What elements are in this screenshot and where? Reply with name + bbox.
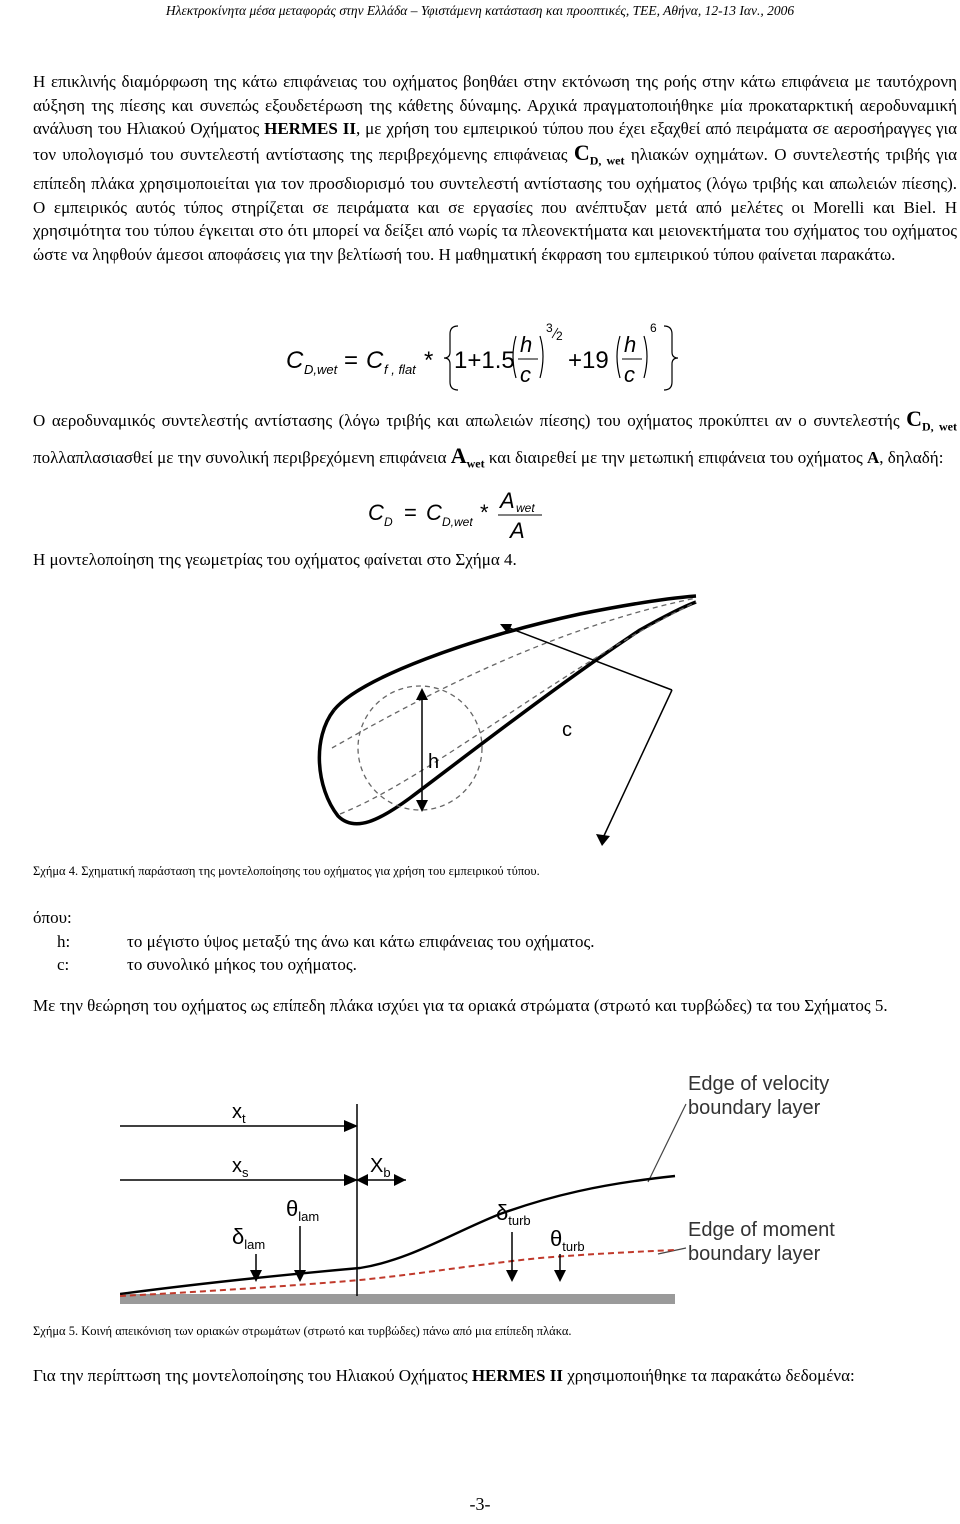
definition-key: h:: [57, 931, 71, 951]
eq1-exp1: 3: [546, 321, 553, 335]
eq1-cf: C: [366, 347, 384, 374]
eq2-num: A: [500, 488, 515, 513]
paragraph-text: και διαιρεθεί με την μετωπική επιφάνεια του οχήματος: [484, 448, 867, 468]
xt-arrow: [344, 1120, 358, 1132]
eq1-paren2-l: [617, 336, 620, 378]
definition-item: [33, 953, 595, 977]
eq1-c2: c: [624, 362, 635, 387]
eq1-paren2-r: [644, 336, 647, 378]
vehicle-upper-surface: [334, 596, 696, 710]
eq1-lhs-sub: D,wet: [304, 362, 338, 377]
paragraph-text: Ο αεροδυναμικός συντελεστής αντίστασης (λόγω τριβής και απωλειών πίεσης) του οχήματος προκύπτει αν ο συντελεστής: [33, 411, 907, 430]
eq2-c: C: [426, 500, 442, 525]
symbol-c: C: [906, 406, 923, 431]
vehicle-lower-surface: [319, 602, 696, 824]
eq2-den: A: [510, 518, 525, 543]
figure-4-vehicle-model: [300, 588, 700, 858]
equation-drag: [362, 488, 582, 548]
eq1-cf-sub: f , flat: [384, 362, 416, 377]
symbol-a-wet: A: [450, 443, 467, 469]
moment-boundary-layer: [120, 1250, 675, 1296]
eq2-num-sub: wet: [516, 501, 535, 515]
running-header: Ηλεκτροκίνητα μέσα μεταφοράς στην Ελλάδα – Υφιστάμενη κατάσταση και προοπτικές, ΤΕΕ, Αθήνα, 12-13 Ιαν., 2006: [165, 3, 795, 18]
definitions: [33, 906, 595, 977]
paragraph-intro: [33, 70, 957, 266]
eq1-right-brace: [664, 326, 678, 390]
pointer-velocity: [648, 1104, 686, 1182]
chord-line-lower: [340, 602, 696, 814]
arrow-delta-turb-tip: [506, 1270, 518, 1282]
eq1-equals: =: [344, 347, 359, 374]
eq1-lhs: C: [286, 347, 304, 374]
equation-drag-wet: [280, 318, 700, 398]
symbol-a-sub: wet: [466, 456, 485, 471]
eq2-c-sub: D,wet: [442, 515, 473, 529]
xb-arrow-right: [394, 1174, 406, 1186]
label-h: h: [428, 751, 440, 773]
paragraph-hermes-data: [33, 1364, 957, 1388]
label-c: c: [562, 719, 572, 741]
c-arrow-lower: [602, 690, 672, 840]
eq2-lhs: C: [368, 500, 384, 525]
arrow-delta-lam-tip: [250, 1270, 262, 1282]
paragraph-figure-ref: Η μοντελοποίηση της γεωμετρίας του οχήματος φαίνεται στο Σχήμα 4.: [33, 550, 517, 569]
definition-key: c:: [57, 955, 70, 974]
symbol-sub: D, wet: [922, 419, 957, 434]
figure-5-caption: Σχήμα 5. Κοινή απεικόνιση των οριακών στρωμάτων (στρωτό και τυρβώδες) πάνω από μια επίπεδη πλάκα.: [33, 1324, 572, 1338]
page-number: -3-: [469, 1494, 491, 1514]
arrow-theta-lam-tip: [294, 1270, 306, 1282]
eq2-lhs-sub: D: [384, 515, 393, 529]
paragraph-text: Για την περίπτωση της μοντελοποίησης του Ηλιακού Οχήματος: [33, 1366, 472, 1385]
xb-arrow-left: [356, 1174, 368, 1186]
paragraph-text: χρησιμοποιήθηκε τα παρακάτω δεδομένα:: [562, 1366, 855, 1385]
label-edge-moment-1: Edge of moment: [688, 1219, 835, 1241]
definition-text: το μέγιστο ύψος μεταξύ της άνω και κάτω επιφάνειας του οχήματος.: [127, 931, 595, 951]
paragraph-text: πολλαπλασιασθεί με την συνολική περιβρεχόμενη επιφάνεια: [33, 448, 451, 468]
eq1-exp2: 6: [650, 321, 657, 335]
symbol-a: A: [866, 448, 880, 468]
symbol-c: C: [573, 139, 590, 165]
vehicle-name: HERMES II: [264, 119, 356, 138]
eq1-h: h: [520, 332, 533, 357]
label-delta-turb: $\delta_{turb}$: [496, 1200, 531, 1228]
label-theta-lam: $\theta_{lam}$: [286, 1196, 320, 1224]
figure-5-boundary-layers: [120, 1064, 840, 1314]
label-edge-moment-2: boundary layer: [688, 1243, 821, 1265]
eq1-one: 1+1.5: [454, 347, 515, 374]
flat-plate: [120, 1294, 675, 1304]
eq1-plus19: +19: [568, 347, 609, 374]
h-arrow-up: [416, 688, 428, 700]
xs-arrow: [344, 1174, 358, 1186]
arrow-theta-turb-tip: [554, 1270, 566, 1282]
velocity-boundary-layer: [120, 1176, 675, 1294]
paragraph-text: ηλιακών οχημάτων. Ο συντελεστής τριβής για επίπεδη πλάκα χρησιμοποιείται για τον προσδιορισμό του συντελεστή αντίστασης του οχήματος (λόγω τριβής και απωλειών πίεσης). Ο εμπειρικός αυτός τύπος στηρίζεται σε πειράματα και σε εργασίες που ανέπτυξαν μετά από μελέτες οι Morelli και Biel. Η χρησιμότητα του τύπου έγκειται στο ότι μπορεί να δείξει από νωρίς τα πλεονεκτήματα και μειονεκτήματα του σχήματος του οχήματος ώστε να ληφθούν άμεσοι αποφάσεις για την βελτίωσή του. Η μαθηματική έκφραση του εμπειρικού τύπου φαίνεται παρακάτω.: [33, 144, 958, 264]
label-xb: $X_b$: [370, 1155, 391, 1180]
label-edge-velocity-1: Edge of velocity: [688, 1073, 830, 1095]
eq1-star: *: [424, 347, 434, 374]
figure-4-caption: Σχήμα 4. Σχηματική παράσταση της μοντελοποίησης του οχήματος για χρήση του εμπειρικού τύπου.: [33, 864, 540, 878]
paragraph-drag: [33, 404, 957, 479]
label-xt: $x_t$: [232, 1101, 246, 1126]
label-edge-velocity-2: boundary layer: [688, 1097, 821, 1119]
eq1-c: c: [520, 362, 531, 387]
label-xs: $x_s$: [232, 1155, 249, 1180]
eq1-paren-r: [540, 336, 543, 378]
label-delta-lam: $\delta_{lam}$: [232, 1224, 266, 1252]
definition-item: [33, 930, 595, 954]
definitions-title: όπου:: [33, 908, 72, 927]
paragraph-text: , με χρήση του εμπειρικού τύπου που έχει εξαχθεί από πειράματα σε αεροσήραγγες για τον υπολογισμό του συντελεστή αντίστασης της περιβρεχόμενης επιφάνειας: [33, 119, 957, 164]
eq2-equals: =: [404, 500, 417, 525]
c-arrow-tip-lower: [596, 834, 610, 846]
paragraph-text: , δηλαδή:: [879, 448, 944, 468]
label-theta-turb: $\theta_{turb}$: [550, 1226, 585, 1254]
eq1-exp1b: 2: [556, 329, 563, 343]
eq2-star: *: [480, 500, 489, 525]
paragraph-text: Η επικλινής διαμόρφωση της κάτω επιφάνειας του οχήματος βοηθάει στην εκτόνωση της ροής στην κάτω επιφάνεια με ταυτόχρονη αύξηση της πίεσης και συνεπώς εξουδετέρωση της κάθετης δύναμης. Αρχικά πραγματοποιήθηκε μία προκαταρκτική αεροδυναμική ανάλυση του Ηλιακού Οχήματος: [33, 72, 957, 138]
symbol-sub: D, wet: [589, 152, 625, 167]
paragraph-flat-plate: Με την θεώρηση του οχήματος ως επίπεδη πλάκα ισχύει για τα οριακά στρώματα (στρωτό και τυρβώδες) τα του Σχήματος 5.: [33, 996, 888, 1015]
definition-text: το συνολικό μήκος του οχήματος.: [127, 955, 357, 974]
eq1-h2: h: [624, 332, 637, 357]
vehicle-name: HERMES II: [471, 1366, 563, 1385]
c-arrow-upper: [504, 626, 672, 690]
chord-line-upper: [332, 598, 696, 748]
